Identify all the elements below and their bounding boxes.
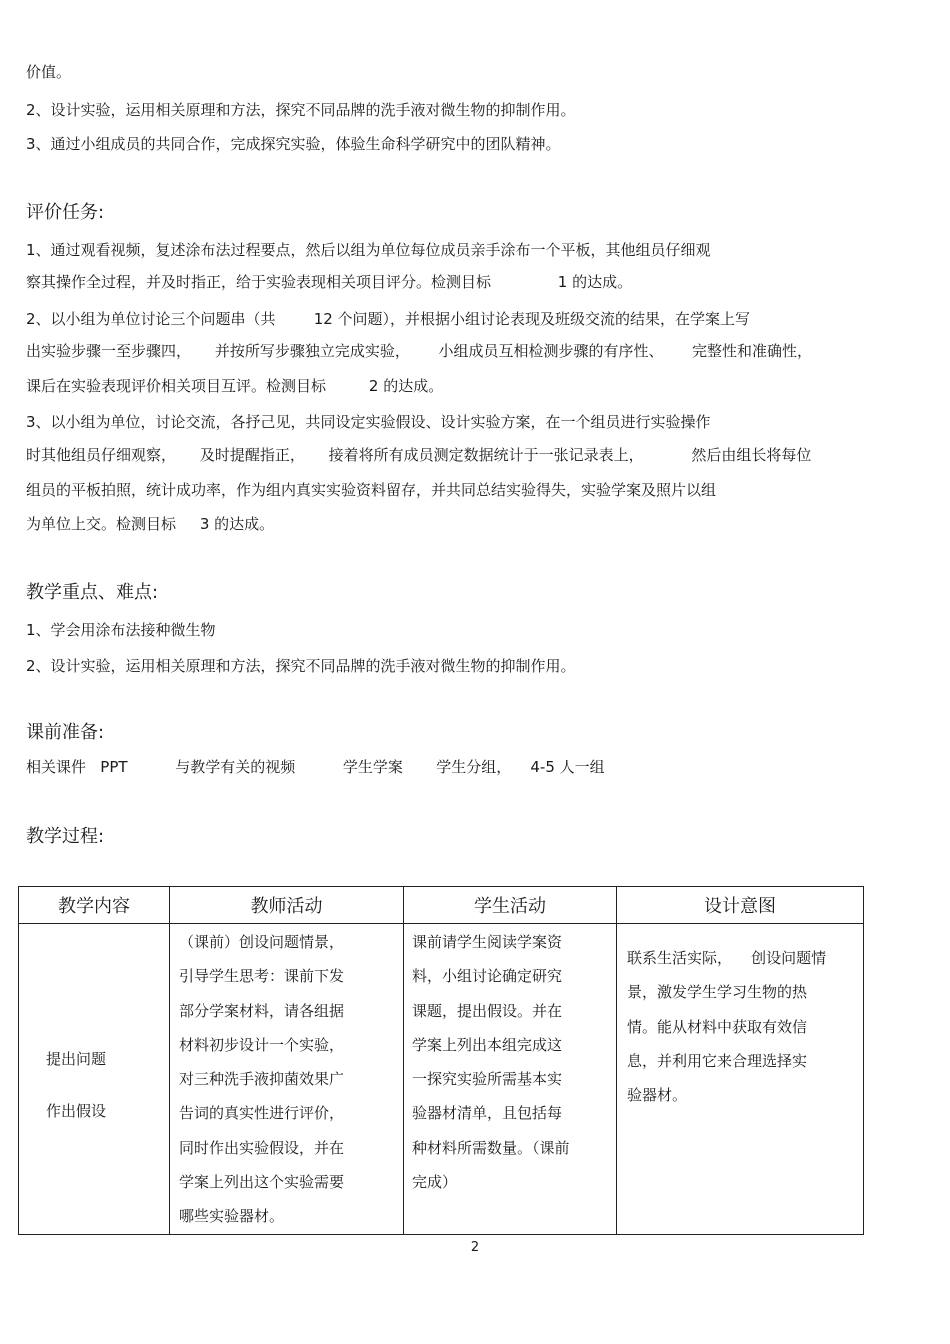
intro-line: 价值。 [26, 63, 72, 81]
table-row [19, 924, 864, 1235]
column-header-teacher: 教师活动 [170, 887, 404, 924]
cell-teacher-activity: （课前）创设问题情景， 引导学生思考：课前下发 部分学案材料，请各组据 材料初步设计一个实验， 对三种洗手液抑菌效果广 告词的真实性进行评价， 同时作出实验假设，并在 学案上列出这个实验需要 哪些实验器材。 [179, 933, 345, 1226]
key-points-line: 2、设计实验，运用相关原理和方法，探究不同品牌的洗手液对微生物的抑制作用。 [26, 657, 576, 675]
intro-line: 2、设计实验，运用相关原理和方法，探究不同品牌的洗手液对微生物的抑制作用。 [26, 101, 576, 119]
column-header-intent: 设计意图 [617, 887, 864, 924]
evaluation-line: 出实验步骤一至步骤四， 并按所写步骤独立完成实验， 小组成员互相检测步骤的有序性、 完整性和准确性， [26, 342, 813, 360]
column-header-student: 学生活动 [404, 887, 617, 924]
cell-student-activity: 课前请学生阅读学案资 料，小组讨论确定研究 课题，提出假设。并在 学案上列出本组完成这 一探究实验所需基本实 验器材清单，且包括每 种材料所需数量。（课前 完成） [412, 933, 570, 1192]
process-heading: 教学过程: [26, 826, 105, 847]
evaluation-line: 为单位上交。检测目标 3 的达成。 [26, 515, 275, 533]
teaching-process-table [18, 886, 864, 1235]
column-header-content: 教学内容 [19, 887, 170, 924]
preparation-heading: 课前准备: [26, 722, 105, 743]
intro-line: 3、通过小组成员的共同合作，完成探究实验，体验生命科学研究中的团队精神。 [26, 135, 561, 153]
key-points-line: 1、学会用涂布法接种微生物 [26, 621, 216, 639]
cell-teaching-content: 提出问题 作出假设 [46, 1050, 107, 1120]
evaluation-line: 2、以小组为单位讨论三个问题串（共 12 个问题），并根据小组讨论表现及班级交流的结果，在学案上写 [26, 310, 751, 328]
evaluation-line: 时其他组员仔细观察， 及时提醒指正， 接着将所有成员测定数据统计于一张记录表上， 然后由组长将每位 [26, 446, 812, 464]
evaluation-line: 3、以小组为单位，讨论交流，各抒己见，共同设定实验假设、设计实验方案，在一个组员进行实验操作 [26, 413, 711, 431]
evaluation-line: 察其操作全过程，并及时指正，给于实验表现相关项目评分。检测目标 1 的达成。 [26, 273, 633, 291]
evaluation-line: 课后在实验表现评价相关项目互评。检测目标 2 的达成。 [26, 377, 444, 395]
cell-design-intent: 联系生活实际， 创设问题情 景，激发学生学习生物的热 情。能从材料中获取有效信 息，并利用它来合理选择实 验器材。 [627, 949, 827, 1105]
key-points-heading: 教学重点、难点: [26, 582, 159, 603]
table-header-row [19, 887, 864, 924]
evaluation-line: 组员的平板拍照，统计成功率，作为组内真实实验资料留存，并共同总结实验得失，实验学案及照片以组 [26, 481, 717, 499]
evaluation-heading: 评价任务: [26, 202, 105, 223]
evaluation-line: 1、通过观看视频，复述涂布法过程要点，然后以组为单位每位成员亲手涂布一个平板，其他组员仔细观 [26, 241, 711, 259]
page-number: 2 [470, 1240, 480, 1255]
preparation-line: 相关课件 PPT 与教学有关的视频 学生学案 学生分组， 4-5 人一组 [26, 758, 605, 776]
